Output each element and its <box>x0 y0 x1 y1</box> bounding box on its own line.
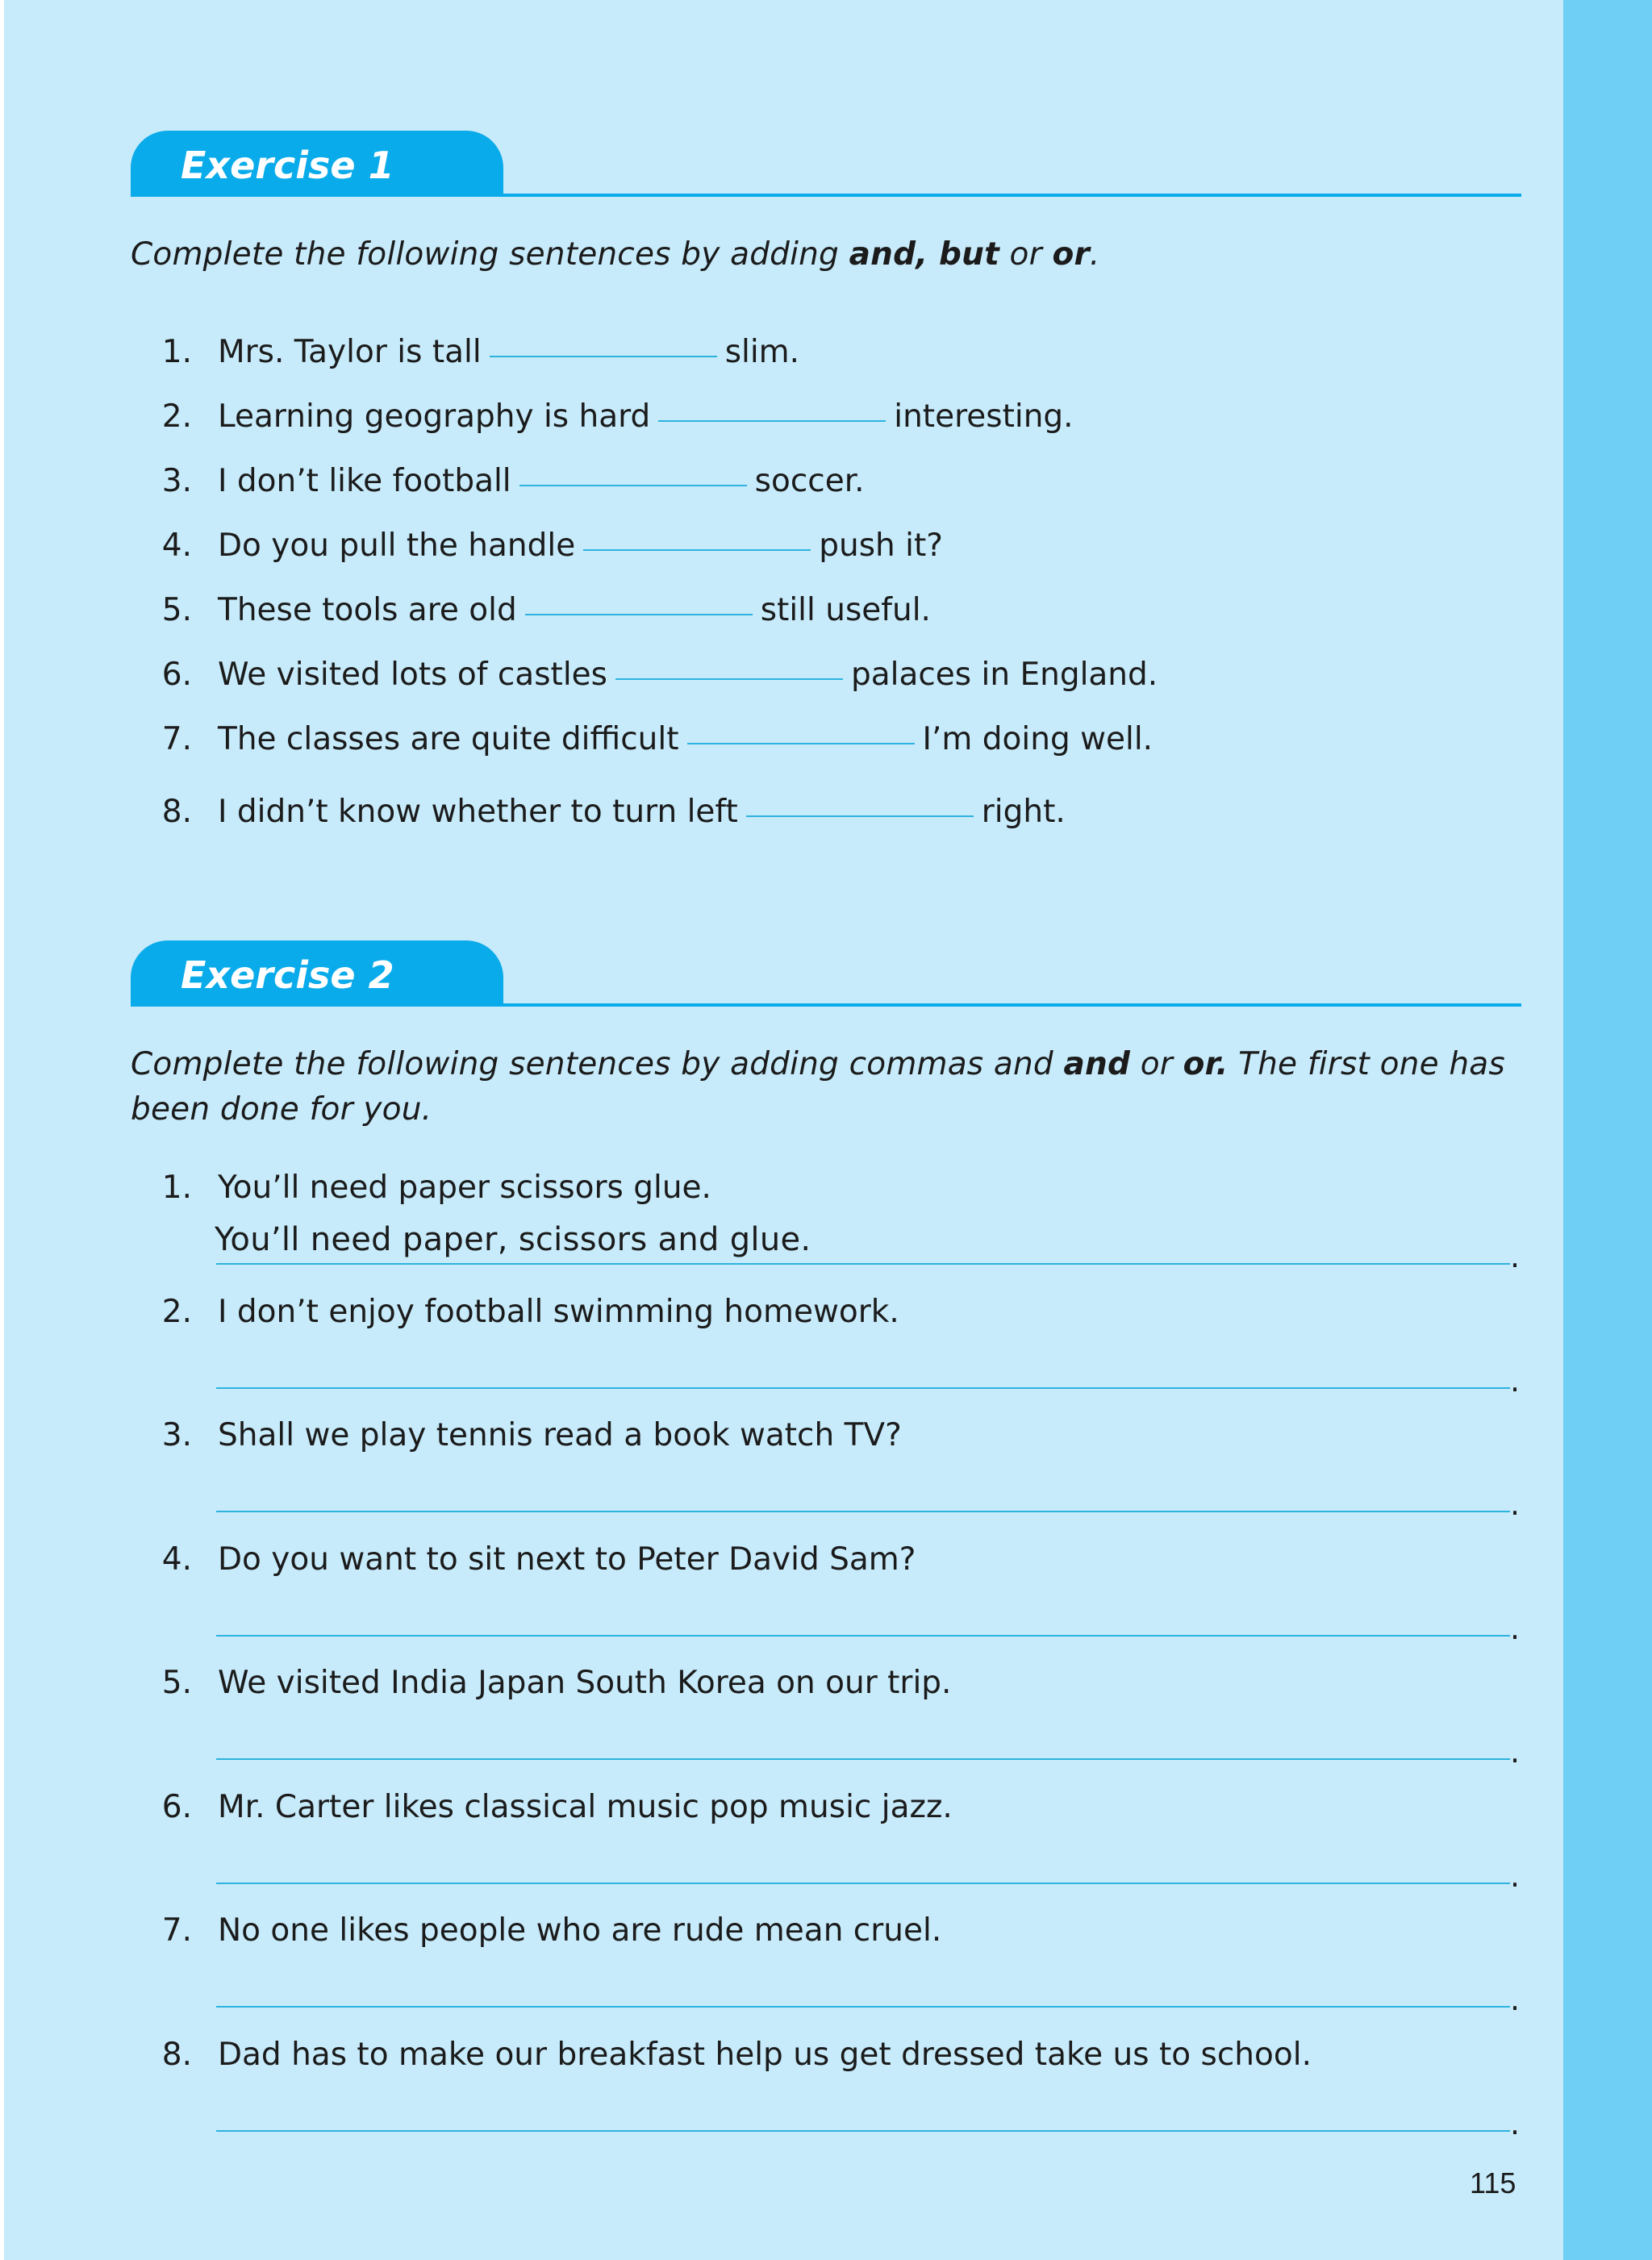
exercise-1-item <box>153 398 1525 447</box>
line-end-period: . <box>1510 1487 1521 1522</box>
instruction-text: or <box>999 236 1053 273</box>
item-number: 8. <box>161 2037 192 2073</box>
item-sentence <box>218 527 943 564</box>
item-number: 7. <box>161 1912 192 1949</box>
answer-line[interactable] <box>216 1758 1510 1760</box>
item-sentence: Dad has to make our breakfast help us get dressed take us to school. <box>218 2037 1312 2073</box>
instruction-keyword: and, but <box>849 236 999 273</box>
exercise-1-item <box>153 463 1525 511</box>
item-sentence <box>218 334 799 370</box>
line-end-period: . <box>1510 2106 1521 2141</box>
answer-line[interactable] <box>216 2130 1510 2132</box>
sample-answer: You’ll need paper, scissors and glue. <box>215 1221 811 1258</box>
exercise-1-instruction <box>131 232 1534 277</box>
exercise-2-header <box>131 940 1521 1007</box>
item-number: 6. <box>161 657 192 693</box>
page-number: 115 <box>1470 2166 1516 2200</box>
instruction-keyword: or. <box>1183 1046 1229 1082</box>
sentence-end: push it? <box>819 527 943 564</box>
exercise-1-item <box>153 527 1525 576</box>
sentence-end: still useful. <box>760 592 931 628</box>
item-sentence <box>218 592 931 628</box>
answer-line[interactable] <box>216 2006 1510 2008</box>
item-number: 5. <box>161 1665 192 1701</box>
sentence-end: palaces in England. <box>850 657 1158 693</box>
sentence-start: Learning geography is hard <box>218 398 651 435</box>
page-side-band <box>1563 0 1652 2260</box>
instruction-text: or <box>1130 1046 1183 1082</box>
item-number: 8. <box>161 794 192 830</box>
sentence-start: I didn’t know whether to turn left <box>218 794 738 830</box>
exercise-2-rule <box>131 1003 1521 1007</box>
answer-line[interactable] <box>216 1263 1510 1265</box>
exercise-2-instruction <box>131 1042 1534 1132</box>
sentence-start: These tools are old <box>218 592 517 628</box>
page-left-edge <box>0 0 4 2260</box>
item-sentence <box>218 398 1074 435</box>
sentence-end: slim. <box>724 334 800 370</box>
line-end-period: . <box>1510 1858 1521 1894</box>
item-number: 1. <box>161 334 192 370</box>
instruction-keyword: and <box>1063 1046 1131 1082</box>
sentence-end: I’m doing well. <box>922 721 1153 757</box>
sentence-end: interesting. <box>894 398 1074 435</box>
item-number: 2. <box>161 398 192 435</box>
item-sentence: Shall we play tennis read a book watch TV? <box>218 1417 902 1453</box>
exercise-1-item <box>153 592 1525 640</box>
item-sentence <box>218 657 1158 693</box>
item-sentence <box>218 794 1066 830</box>
sentence-start: Do you pull the handle <box>218 527 576 564</box>
answer-blank[interactable] <box>687 743 915 744</box>
exercise-1-item <box>153 721 1525 769</box>
instruction-keyword: or <box>1052 236 1090 273</box>
item-sentence: We visited India Japan South Korea on our trip. <box>218 1665 952 1701</box>
instruction-text: Complete the following sentences by adding <box>131 236 849 273</box>
instruction-text: . <box>1089 236 1100 273</box>
answer-line[interactable] <box>216 1511 1510 1512</box>
item-sentence: You’ll need paper scissors glue. <box>218 1170 711 1206</box>
item-sentence: No one likes people who are rude mean cruel. <box>218 1912 942 1949</box>
instruction-text: Complete the following sentences by adding commas and <box>131 1046 1064 1082</box>
line-end-period: . <box>1510 1982 1521 2017</box>
exercise-1-item <box>153 657 1525 705</box>
instruction-text: The first one has been done for you. <box>131 1046 1505 1128</box>
exercise-1-tab <box>131 131 503 197</box>
item-number: 4. <box>161 527 192 564</box>
sentence-start: Mrs. Taylor is tall <box>218 334 482 370</box>
item-number: 4. <box>161 1541 192 1578</box>
answer-blank[interactable] <box>658 420 886 422</box>
sentence-start: I don’t like football <box>218 463 511 499</box>
answer-blank[interactable] <box>746 815 974 817</box>
exercise-2-title: Exercise 2 <box>181 953 394 997</box>
answer-blank[interactable] <box>583 549 811 551</box>
item-sentence <box>218 721 1153 757</box>
item-sentence: I don’t enjoy football swimming homework. <box>218 1294 899 1330</box>
exercise-1-item <box>153 794 1525 842</box>
answer-blank[interactable] <box>490 356 717 357</box>
exercise-1-item <box>153 334 1525 382</box>
line-end-period: . <box>1510 1734 1521 1770</box>
item-number: 3. <box>161 1417 192 1453</box>
item-number: 2. <box>161 1294 192 1330</box>
item-sentence <box>218 463 865 499</box>
sentence-end: right. <box>981 794 1066 830</box>
exercise-1-header <box>131 131 1521 197</box>
sentence-start: The classes are quite difficult <box>218 721 679 757</box>
line-end-period: . <box>1510 1611 1521 1646</box>
line-end-period: . <box>1510 1363 1521 1399</box>
answer-blank[interactable] <box>519 485 747 486</box>
answer-blank[interactable] <box>525 614 753 615</box>
item-number: 1. <box>161 1170 192 1206</box>
item-number: 6. <box>161 1789 192 1825</box>
exercise-2-tab <box>131 940 503 1007</box>
item-number: 3. <box>161 463 192 499</box>
answer-line[interactable] <box>216 1883 1510 1884</box>
item-sentence: Mr. Carter likes classical music pop music jazz. <box>218 1789 953 1825</box>
sentence-end: soccer. <box>754 463 865 499</box>
item-number: 5. <box>161 592 192 628</box>
answer-line[interactable] <box>216 1635 1510 1637</box>
answer-line[interactable] <box>216 1387 1510 1389</box>
line-end-period: . <box>1510 1239 1521 1274</box>
exercise-1-rule <box>131 194 1521 197</box>
sentence-start: We visited lots of castles <box>218 657 607 693</box>
answer-blank[interactable] <box>615 678 843 680</box>
item-number: 7. <box>161 721 192 757</box>
exercise-1-title: Exercise 1 <box>181 144 394 187</box>
item-sentence: Do you want to sit next to Peter David Sam? <box>218 1541 916 1578</box>
